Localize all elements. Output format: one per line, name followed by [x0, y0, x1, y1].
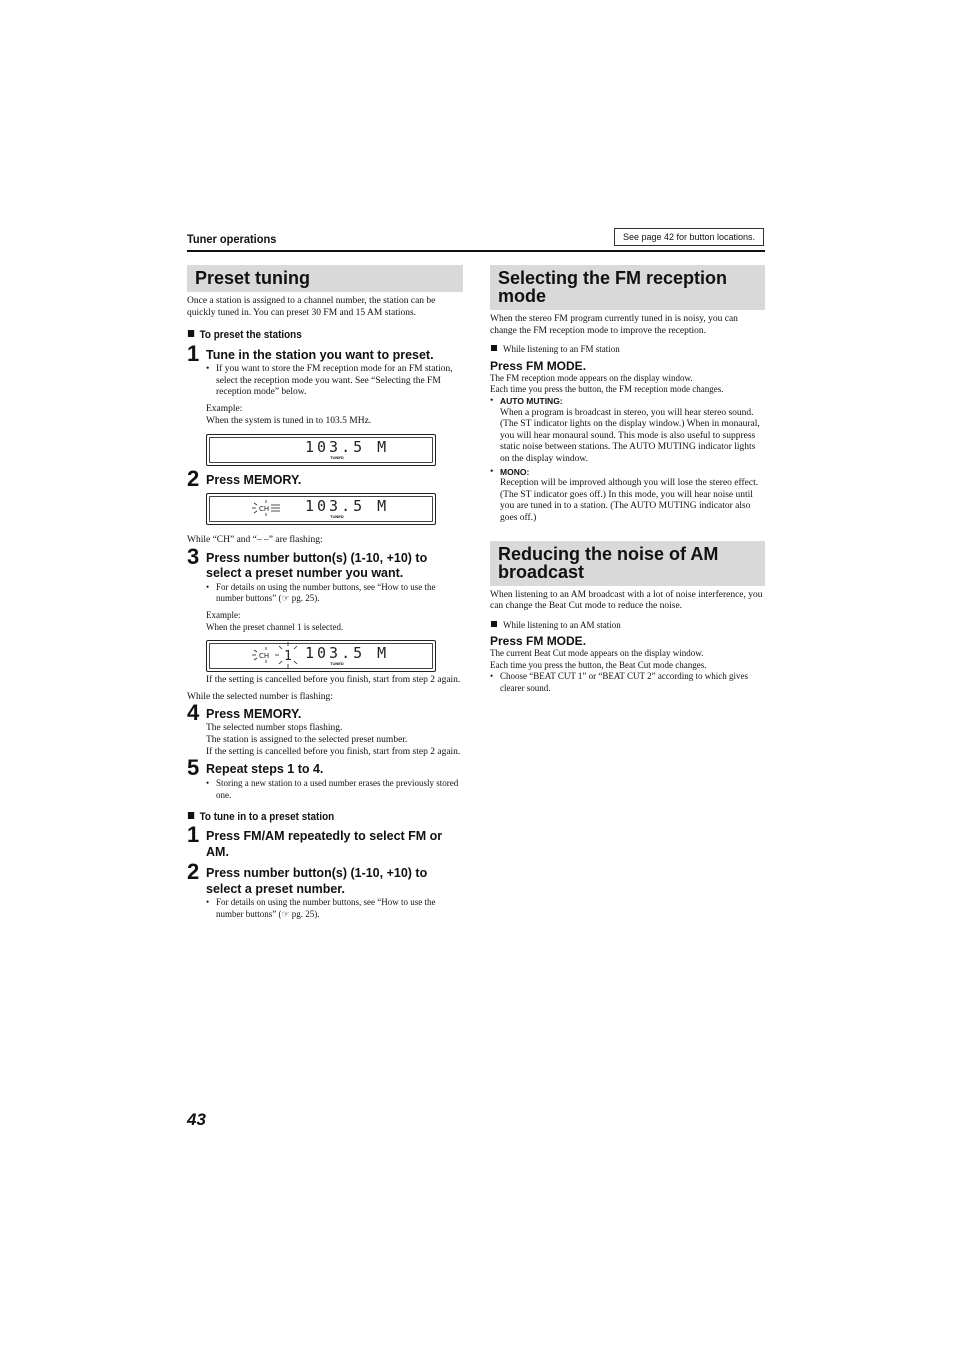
am-noise-intro: When listening to an AM broadcast with a lot of noise interference, you can change the Beat Cut mode to reduce the noise. [490, 589, 763, 612]
fm-mode-heading: Selecting the FM reception mode [490, 265, 765, 310]
bullet-item: • For details on using the number buttons, see “How to use the number buttons” (☞ pg. 25). [206, 581, 436, 604]
step-3-body [206, 582, 463, 633]
step-5-body [206, 778, 463, 801]
bullet-item: • Choose “BEAT CUT 1” or “BEAT CUT 2” according to which gives clearer sound. [490, 671, 749, 694]
see-page-note: See page 42 for button locations. [614, 228, 764, 246]
am-line-2: Each time you press the button, the Beat Cut mode changes. [490, 659, 707, 670]
example-text: When the system is tuned in to 103.5 MHz. [206, 415, 372, 426]
flashing-number-icon [275, 642, 301, 668]
step-title: Press MEMORY. [206, 473, 302, 488]
square-bullet-icon [188, 812, 194, 819]
tuned-indicator: TUNED [330, 661, 344, 667]
preset-tuning-column [187, 265, 463, 920]
display-window-3 [206, 640, 436, 672]
step-4-line: The selected number stops flashing. [206, 723, 343, 734]
preset-station-subheading: To tune in to a preset station [187, 811, 435, 823]
step-number: 4 [187, 700, 200, 726]
page-number: 43 [187, 1110, 206, 1129]
tune-step-1 [187, 822, 463, 860]
fm-mode-intro: When the stereo FM program currently tuned in is noisy, you can change the FM reception mode to improve the reception. [490, 314, 738, 336]
auto-muting-item: • AUTO MUTING: [490, 395, 563, 406]
am-noise-heading: Reducing the noise of AM broadcast [490, 541, 765, 586]
square-bullet-icon [491, 345, 497, 351]
header-rule [187, 250, 765, 252]
svg-text:CH: CH [259, 652, 270, 661]
step-title: Press number button(s) (1-10, +10) to select a preset number you want. [206, 550, 428, 581]
display-window-1 [206, 434, 436, 466]
step-1-body [206, 364, 463, 427]
step-5 [187, 755, 463, 781]
fm-press-label: Press FM MODE. [490, 358, 587, 373]
preset-stations-subheading: To preset the stations [187, 329, 435, 341]
step-title: Press FM/AM repeatedly to select FM or AM. [206, 829, 443, 859]
am-press-label: Press FM MODE. [490, 634, 587, 649]
preset-tuning-heading: Preset tuning [187, 265, 463, 292]
step-title: Tune in the station you want to preset. [206, 348, 434, 363]
step-2-note: While “CH” and “– –” are flashing: [187, 535, 323, 546]
step-4-line: If the setting is cancelled before you finish, start from step 2 again. [206, 746, 461, 757]
example-label: Example: [206, 403, 243, 414]
am-line-1: The current Beat Cut mode appears on the display window. [490, 648, 704, 659]
svg-text:1: 1 [284, 649, 292, 665]
step-number: 2 [187, 466, 200, 492]
display-frequency: 103.5 M [305, 497, 390, 516]
step-number: 5 [187, 755, 200, 781]
display-window-2 [206, 493, 436, 525]
svg-text:CH: CH [259, 505, 270, 514]
example-text: When the preset channel 1 is selected. [206, 621, 344, 632]
bullet-item: • Storing a new station to a used number erases the previously stored one. [206, 778, 459, 800]
step-number: 3 [187, 543, 200, 569]
step-4 [187, 700, 463, 726]
preset-intro: Once a station is assigned to a channel number, the station can be quickly tuned in. You can preset 30 FM and 15 AM stations. [187, 296, 436, 318]
tuned-indicator: TUNED [330, 514, 344, 520]
step-title: Press MEMORY. [206, 707, 302, 722]
auto-muting-text: When a program is broadcast in stereo, you will hear stereo sound. (The ST indicator lights on the display window.) When in monaural, you will hear monaural sound. This mode is also useful to suppress static noise between stations. The AUTO MUTING indicator lights on the display window. [500, 407, 760, 464]
mono-text: Reception will be improved although you will lose the stereo effect. (The ST indicator goes off.) In this mode, you will hear noise until you are tuned in to a station. (The AUTO MUTING indicator also goes off.) [500, 478, 759, 523]
fm-condition: While listening to an FM station [490, 344, 765, 356]
step-4-line: The station is assigned to the selected preset number. [206, 734, 408, 745]
bullet-item: • For details on using the number buttons, see “How to use the number buttons” (☞ pg. 25). [206, 897, 436, 919]
fm-line-1: The FM reception mode appears on the display window. [490, 372, 693, 383]
step-number: 2 [187, 859, 200, 885]
fm-line-2: Each time you press the button, the FM reception mode changes. [490, 384, 724, 395]
tune-step-2-body [206, 897, 463, 920]
display-frequency: 103.5 M [305, 438, 390, 457]
square-bullet-icon [491, 621, 497, 627]
square-bullet-icon [188, 330, 194, 337]
example-label: Example: [206, 609, 241, 620]
section-label: Tuner operations [187, 232, 277, 246]
step-number: 1 [187, 341, 200, 367]
tuned-indicator: TUNED [330, 455, 344, 461]
step-3 [187, 543, 463, 582]
step-3-note: While the selected number is flashing: [187, 691, 333, 702]
step-4-body [206, 723, 463, 758]
step-title: Press number button(s) (1-10, +10) to select a preset number. [206, 866, 428, 896]
display-frequency: 103.5 M [305, 644, 390, 663]
mono-item: • MONO: [490, 466, 530, 477]
fm-mode-column [490, 265, 765, 695]
step-title: Repeat steps 1 to 4. [206, 762, 324, 777]
step-1 [187, 341, 463, 367]
step-2 [187, 466, 463, 492]
step-number: 1 [187, 822, 200, 848]
flashing-ch-icon [251, 500, 281, 516]
am-condition: While listening to an AM station [490, 620, 765, 632]
bullet-item: • If you want to store the FM reception mode for an FM station, select the reception mode you want. See “Selecting the FM reception mode” below. [206, 364, 453, 398]
tune-step-2 [187, 859, 463, 897]
step-3-cancel: If the setting is cancelled before you finish, start from step 2 again. [206, 675, 461, 686]
